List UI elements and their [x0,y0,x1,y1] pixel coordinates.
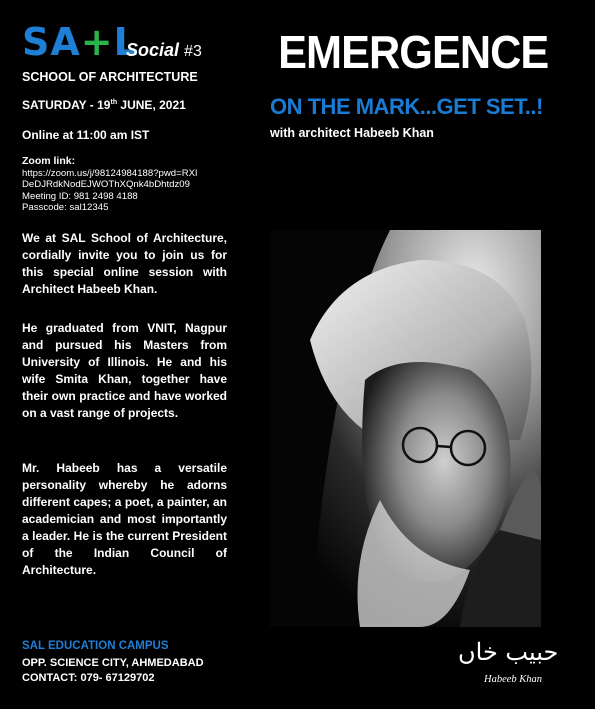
logo-letter-a: A [50,20,81,64]
zoom-meeting-id: Meeting ID: 981 2498 4188 [22,190,138,202]
event-date [22,98,186,112]
campus-title: SAL EDUCATION CAMPUS [22,640,169,652]
logo-letter-l: L [113,20,139,64]
event-title: EMERGENCE [278,26,549,78]
signature-name: Habeeb Khan [484,674,543,685]
zoom-details [22,156,242,214]
campus-contact: CONTACT: 079- 67129702 [22,672,155,684]
zoom-label: Zoom link: [22,155,76,167]
signature-urdu: حبیب خاں [458,638,559,666]
portrait-photo [270,230,541,627]
sal-logo-mark [22,22,139,62]
event-time: Online at 11:00 am IST [22,128,150,142]
zoom-url-line1[interactable]: https://zoom.us/j/98124984188?pwd=RXl [22,167,198,179]
invite-paragraph: We at SAL School of Architecture, cordially invite you to join us for this special online session with Architect Habeeb Khan. [22,231,227,296]
logo-school-name: SCHOOL OF ARCHITECTURE [22,70,198,84]
glasses-bridge [437,446,451,447]
event-subtitle: ON THE MARK...GET SET..! [270,94,543,119]
bio-paragraph: He graduated from VNIT, Nagpur and pursued his Masters from University of Illinois. He and his wife Smita Khan, together have their own practice and have worked on a vast range of projects. [22,321,227,420]
speaker-line: with architect Habeeb Khan [270,126,434,140]
logo-letter-s: S [22,20,51,64]
logo-edition-number: #3 [184,43,202,60]
date-ordinal: th [110,99,118,106]
zoom-passcode: Passcode: sal12345 [22,202,109,213]
logo-social-word: Social [126,40,180,60]
date-suffix: JUNE, 2021 [117,98,186,112]
logo-plus-icon: + [80,20,114,64]
personality-paragraph: Mr. Habeeb has a versatile personality whereby he adorns different capes; a poet, a painter, an academician and most importantly a leader. He is the current President of the Indian Council of Architecture. [22,461,227,577]
campus-address: OPP. SCIENCE CITY, AHMEDABAD [22,657,204,669]
date-prefix: SATURDAY - 19 [22,98,111,112]
sal-social-logo [22,20,212,84]
zoom-url-line2[interactable]: DeDJRdkNodEJWOThXQnk4bDhtdz09 [22,179,190,190]
logo-social-label [126,40,202,61]
